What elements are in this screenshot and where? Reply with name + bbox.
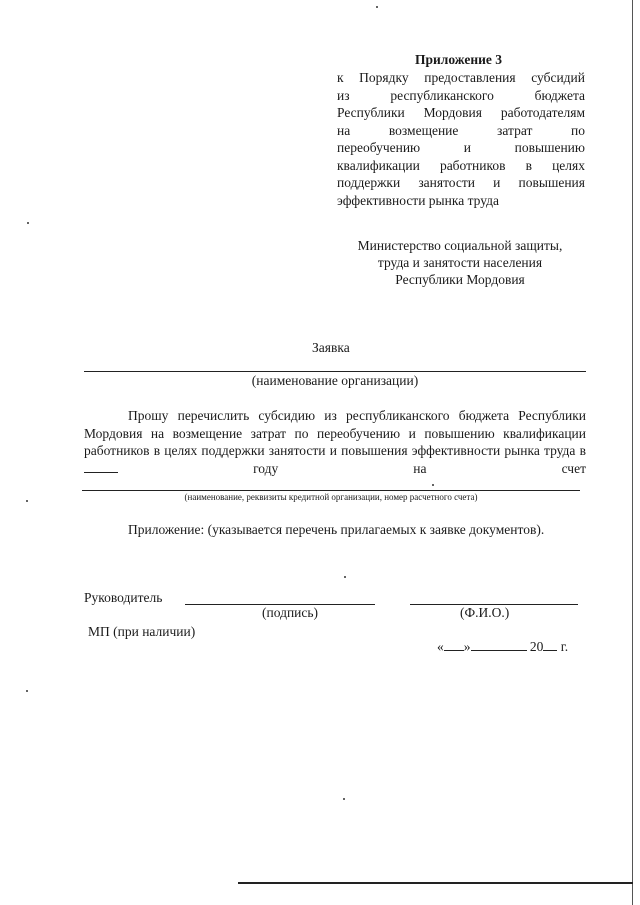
scan-dot: [26, 500, 28, 502]
stamp-label: МП (при наличии): [88, 624, 196, 639]
scan-dot: [432, 484, 434, 486]
recipient-line: Министерство социальной защиты,: [357, 238, 563, 253]
appendix-line: квалификации работников в целях: [337, 157, 585, 173]
appendix-line: эффективности рынка труда: [337, 192, 499, 208]
appendix-line: к Порядку предоставления субсидий: [337, 70, 585, 85]
request-paragraph: [84, 407, 586, 477]
attachment-paragraph: [84, 521, 586, 539]
recipient-line: Республики Мордовия: [395, 272, 525, 287]
bank-details-caption: (наименование, реквизиты кредитной организации, номер расчетного счета): [184, 492, 478, 502]
scan-bottom-line: [238, 882, 633, 884]
day-blank[interactable]: [444, 639, 464, 651]
appendix-title: Приложение 3: [415, 52, 503, 67]
year-blank[interactable]: [84, 461, 118, 473]
appendix-line: из республиканского бюджета: [337, 87, 585, 103]
scan-dot: [344, 576, 346, 578]
appendix-line: на возмещение затрат по: [337, 122, 585, 138]
appendix-line: Республики Мордовия работодателям: [337, 105, 585, 120]
form-heading: Заявка: [312, 340, 350, 355]
full-name-caption: (Ф.И.О.): [460, 605, 510, 620]
recipient-line: труда и занятости населения: [377, 255, 543, 270]
appendix-line: переобучению и повышению: [337, 140, 585, 155]
scan-dot: [26, 690, 28, 692]
request-text: Прошу перечислить субсидию из республиканского бюджета Республики Мордовия на возмещение затрат по переобучению и повышению квалификации работников в целях поддержки занятости и повышения эффективности рынка труда в году на счет: [84, 408, 586, 476]
date-field: « » 20 г.: [437, 639, 569, 654]
recipient-block: [335, 237, 585, 288]
year-suffix-blank[interactable]: [543, 639, 557, 651]
organization-name-line[interactable]: [84, 371, 586, 372]
scan-dot: [343, 798, 345, 800]
bank-details-line[interactable]: [82, 490, 580, 491]
month-blank[interactable]: [471, 639, 527, 651]
attachment-text: Приложение: (указывается перечень прилагаемых к заявке документов).: [128, 522, 545, 537]
signature-caption: (подпись): [262, 605, 319, 620]
scan-dot: [27, 222, 29, 224]
scan-dot: [376, 6, 378, 8]
appendix-line: поддержки занятости и повышения: [337, 175, 585, 190]
head-label: Руководитель: [84, 590, 163, 605]
organization-caption: (наименование организации): [251, 373, 419, 388]
scan-edge-line: [632, 0, 633, 905]
appendix-reference: [337, 69, 585, 209]
